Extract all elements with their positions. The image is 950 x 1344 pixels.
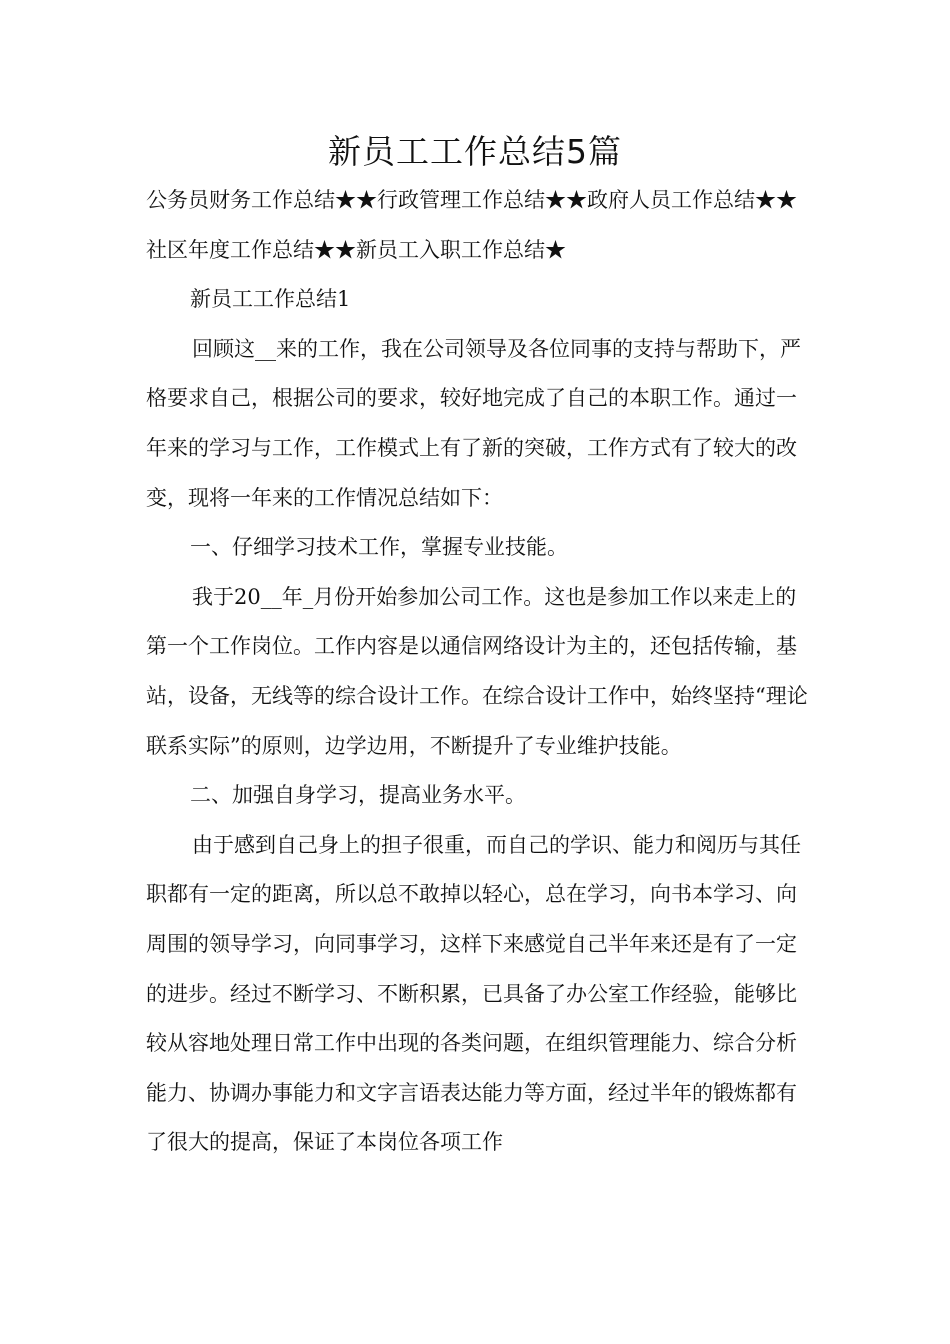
paragraph: 由于感到自己身上的担子很重，而自己的学识、能力和阅历与其任职都有一定的距离，所以总不敢掉以轻心，总在学习，向书本学习、向周围的领导学习，向同事学习，这样下来感觉自己半年来还是有了一定的进步。经过不断学习、不断积累，已具备了办公室工作经验，能够比较从容地处理日常工作中出现的各类问题，在组织管理能力、综合分析能力、协调办事能力和文字言语表达能力等方面，经过半年的锻炼都有了很大的提高，保证了本岗位各项工作 bbox=[146, 832, 801, 1155]
document-title: 新员工工作总结5篇 bbox=[328, 132, 622, 171]
document-body bbox=[146, 176, 814, 1168]
paragraph-heading: 一、仔细学习技术工作，掌握专业技能。 bbox=[190, 535, 568, 560]
paragraph: 我于20__年_月份开始参加公司工作。这也是参加工作以来走上的第一个工作岗位。工作内容是以通信网络设计为主的，还包括传输，基站，设备，无线等的综合设计工作。在综合设计工作中，始终坚持“理论联系实际”的原则，边学边用，不断提升了专业维护技能。 bbox=[146, 584, 808, 758]
related-links[interactable]: 公务员财务工作总结★★行政管理工作总结★★政府人员工作总结★★社区年度工作总结★★新员工入职工作总结★ bbox=[146, 188, 797, 262]
paragraph: 回顾这__来的工作，我在公司领导及各位同事的支持与帮助下，严格要求自己，根据公司的要求，较好地完成了自己的本职工作。通过一年来的学习与工作，工作模式上有了新的突破，工作方式有了较大的改变，现将一年来的工作情况总结如下： bbox=[146, 336, 801, 510]
section-title: 新员工工作总结1 bbox=[190, 287, 351, 312]
paragraph-heading: 二、加强自身学习，提高业务水平。 bbox=[190, 783, 526, 808]
